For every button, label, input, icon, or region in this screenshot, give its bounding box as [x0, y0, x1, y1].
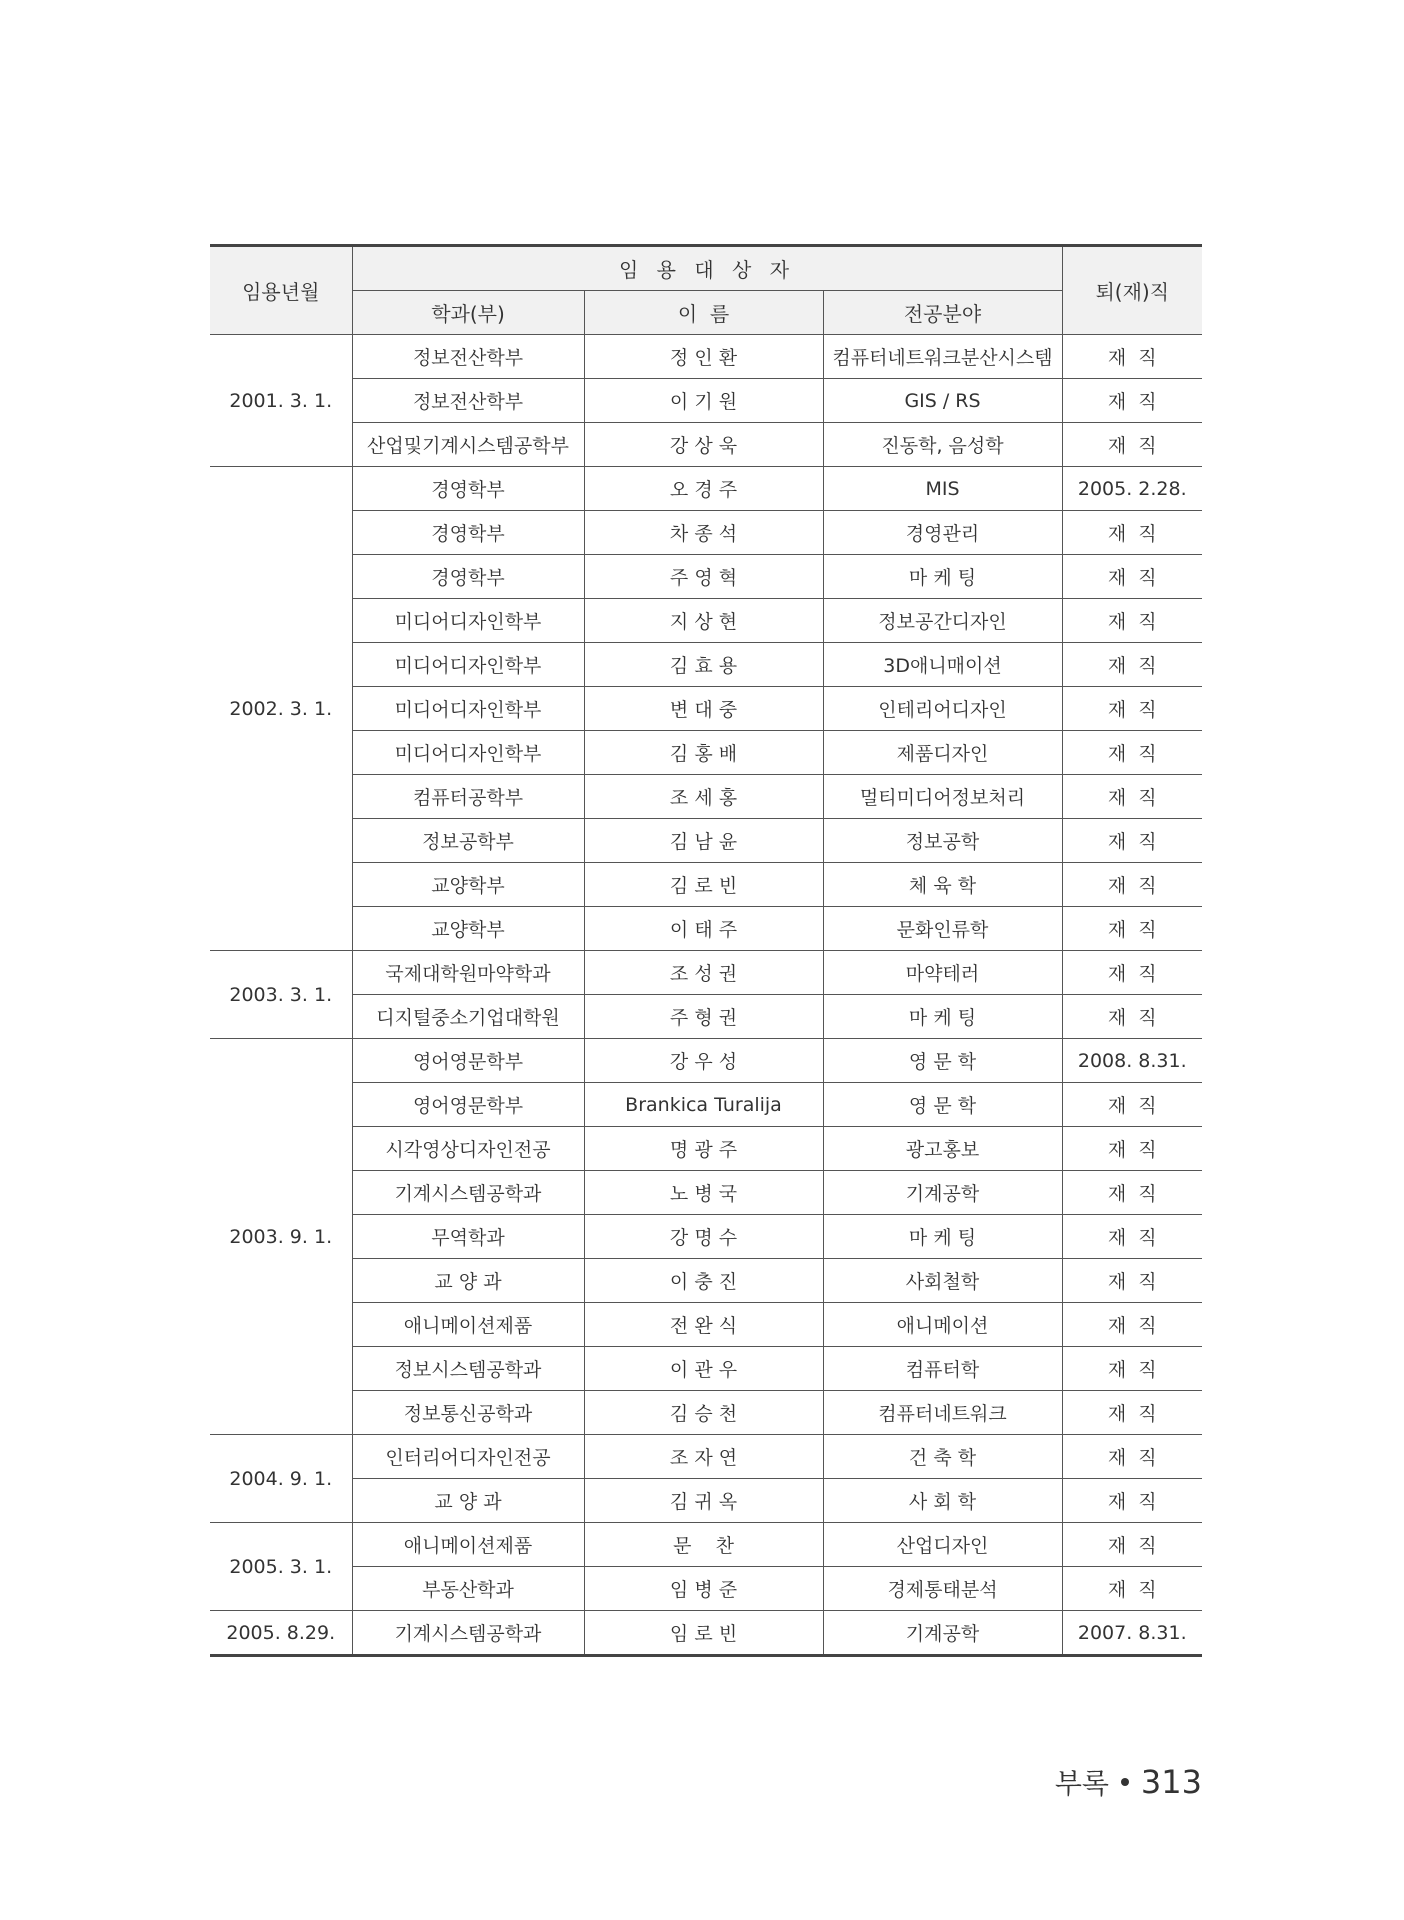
name-cell: 이 관 우 — [584, 1347, 823, 1391]
field-cell: 3D애니매이션 — [823, 643, 1062, 687]
name-cell: 임 병 준 — [584, 1567, 823, 1611]
name-cell: 김 남 윤 — [584, 819, 823, 863]
status-cell: 재 직 — [1062, 819, 1202, 863]
field-cell: 경영관리 — [823, 511, 1062, 555]
table-row — [210, 731, 1202, 775]
table-body — [210, 335, 1202, 1656]
status-cell: 재 직 — [1062, 335, 1202, 379]
status-cell: 재 직 — [1062, 731, 1202, 775]
dept-cell: 정보통신공학과 — [352, 1391, 584, 1435]
table-row — [210, 1479, 1202, 1523]
status-cell: 재 직 — [1062, 907, 1202, 951]
field-cell: 문화인류학 — [823, 907, 1062, 951]
field-cell: 컴퓨터네트워크 — [823, 1391, 1062, 1435]
status-cell: 재 직 — [1062, 643, 1202, 687]
name-cell: 노 병 국 — [584, 1171, 823, 1215]
table-row — [210, 1259, 1202, 1303]
field-cell: MIS — [823, 467, 1062, 511]
appointment-date-cell: 2003. 3. 1. — [210, 951, 352, 1039]
status-cell: 재 직 — [1062, 599, 1202, 643]
name-cell: 강 상 욱 — [584, 423, 823, 467]
name-cell: 김 홍 배 — [584, 731, 823, 775]
header-name: 이 름 — [584, 291, 823, 335]
field-cell: 진동학, 음성학 — [823, 423, 1062, 467]
dept-cell: 미디어디자인학부 — [352, 599, 584, 643]
dept-cell: 영어영문학부 — [352, 1083, 584, 1127]
table-row — [210, 1567, 1202, 1611]
field-cell: 기계공학 — [823, 1611, 1062, 1656]
status-cell: 재 직 — [1062, 775, 1202, 819]
field-cell: 산업디자인 — [823, 1523, 1062, 1567]
status-cell: 재 직 — [1062, 1127, 1202, 1171]
table-row — [210, 907, 1202, 951]
name-cell: 조 자 연 — [584, 1435, 823, 1479]
field-cell: 마약테러 — [823, 951, 1062, 995]
name-cell: 강 명 수 — [584, 1215, 823, 1259]
dept-cell: 교 양 과 — [352, 1259, 584, 1303]
field-cell: 애니메이션 — [823, 1303, 1062, 1347]
field-cell: 경제통태분석 — [823, 1567, 1062, 1611]
name-cell: 변 대 중 — [584, 687, 823, 731]
table-row — [210, 1083, 1202, 1127]
table-row — [210, 511, 1202, 555]
dept-cell: 인터리어디자인전공 — [352, 1435, 584, 1479]
field-cell: 영 문 학 — [823, 1083, 1062, 1127]
dept-cell: 애니메이션제품 — [352, 1303, 584, 1347]
dept-cell: 미디어디자인학부 — [352, 731, 584, 775]
name-cell: 김 효 용 — [584, 643, 823, 687]
status-cell: 2008. 8.31. — [1062, 1039, 1202, 1083]
footer-section-label: 부록 — [1054, 1767, 1109, 1800]
status-cell: 재 직 — [1062, 511, 1202, 555]
field-cell: 마 케 팅 — [823, 555, 1062, 599]
appointment-table — [210, 244, 1202, 1657]
dept-cell: 경영학부 — [352, 511, 584, 555]
dept-cell: 정보공학부 — [352, 819, 584, 863]
table-row — [210, 1611, 1202, 1656]
dept-cell: 시각영상디자인전공 — [352, 1127, 584, 1171]
status-cell: 재 직 — [1062, 555, 1202, 599]
header-status: 퇴(재)직 — [1062, 246, 1202, 335]
status-cell: 재 직 — [1062, 1303, 1202, 1347]
table-row — [210, 1039, 1202, 1083]
status-cell: 재 직 — [1062, 1567, 1202, 1611]
field-cell: 사 회 학 — [823, 1479, 1062, 1523]
header-field: 전공분야 — [823, 291, 1062, 335]
field-cell: 제품디자인 — [823, 731, 1062, 775]
field-cell: 정보공간디자인 — [823, 599, 1062, 643]
table-row — [210, 599, 1202, 643]
name-cell: 이 태 주 — [584, 907, 823, 951]
dept-cell: 정보시스템공학과 — [352, 1347, 584, 1391]
field-cell: 정보공학 — [823, 819, 1062, 863]
appointment-date-cell: 2005. 3. 1. — [210, 1523, 352, 1611]
appointment-date-cell: 2003. 9. 1. — [210, 1039, 352, 1435]
status-cell: 2005. 2.28. — [1062, 467, 1202, 511]
status-cell: 재 직 — [1062, 1259, 1202, 1303]
name-cell: Brankica Turalija — [584, 1083, 823, 1127]
status-cell: 재 직 — [1062, 951, 1202, 995]
status-cell: 재 직 — [1062, 995, 1202, 1039]
dept-cell: 컴퓨터공학부 — [352, 775, 584, 819]
dept-cell: 미디어디자인학부 — [352, 643, 584, 687]
table-row — [210, 775, 1202, 819]
name-cell: 이 충 진 — [584, 1259, 823, 1303]
dept-cell: 무역학과 — [352, 1215, 584, 1259]
table-row — [210, 819, 1202, 863]
table-row — [210, 1523, 1202, 1567]
status-cell: 재 직 — [1062, 1523, 1202, 1567]
field-cell: 컴퓨터학 — [823, 1347, 1062, 1391]
appointment-date-cell: 2005. 8.29. — [210, 1611, 352, 1656]
table-row — [210, 1391, 1202, 1435]
page-footer — [1055, 1762, 1202, 1802]
dept-cell: 부동산학과 — [352, 1567, 584, 1611]
status-cell: 재 직 — [1062, 863, 1202, 907]
dept-cell: 디지털중소기업대학원 — [352, 995, 584, 1039]
field-cell: 영 문 학 — [823, 1039, 1062, 1083]
appointment-date-cell: 2001. 3. 1. — [210, 335, 352, 467]
dept-cell: 애니메이션제품 — [352, 1523, 584, 1567]
appointment-date-cell: 2004. 9. 1. — [210, 1435, 352, 1523]
table-row — [210, 1215, 1202, 1259]
table-row — [210, 379, 1202, 423]
dept-cell: 미디어디자인학부 — [352, 687, 584, 731]
status-cell: 2007. 8.31. — [1062, 1611, 1202, 1656]
status-cell: 재 직 — [1062, 1347, 1202, 1391]
name-cell: 이 기 원 — [584, 379, 823, 423]
table-row — [210, 1171, 1202, 1215]
table-row — [210, 643, 1202, 687]
appointment-date-cell: 2002. 3. 1. — [210, 467, 352, 951]
dept-cell: 국제대학원마약학과 — [352, 951, 584, 995]
dept-cell: 기계시스템공학과 — [352, 1171, 584, 1215]
dept-cell: 정보전산학부 — [352, 335, 584, 379]
dept-cell: 정보전산학부 — [352, 379, 584, 423]
table-row — [210, 863, 1202, 907]
status-cell: 재 직 — [1062, 1435, 1202, 1479]
status-cell: 재 직 — [1062, 687, 1202, 731]
table-header — [210, 246, 1202, 335]
header-date: 임용년월 — [210, 246, 352, 335]
field-cell: 광고홍보 — [823, 1127, 1062, 1171]
name-cell: 조 성 권 — [584, 951, 823, 995]
table-row — [210, 423, 1202, 467]
status-cell: 재 직 — [1062, 1171, 1202, 1215]
table-row — [210, 467, 1202, 511]
name-cell: 김 귀 옥 — [584, 1479, 823, 1523]
page-number: 313 — [1140, 1763, 1202, 1801]
header-appointees: 임 용 대 상 자 — [352, 246, 1062, 291]
name-cell: 오 경 주 — [584, 467, 823, 511]
table-row — [210, 1435, 1202, 1479]
field-cell: 마 케 팅 — [823, 995, 1062, 1039]
status-cell: 재 직 — [1062, 1391, 1202, 1435]
table-row — [210, 1347, 1202, 1391]
name-cell: 주 영 혁 — [584, 555, 823, 599]
dept-cell: 기계시스템공학과 — [352, 1611, 584, 1656]
name-cell: 전 완 식 — [584, 1303, 823, 1347]
field-cell: 마 케 팅 — [823, 1215, 1062, 1259]
bullet-icon — [1121, 1778, 1129, 1786]
name-cell: 문 찬 — [584, 1523, 823, 1567]
table-row — [210, 335, 1202, 379]
table-row — [210, 995, 1202, 1039]
status-cell: 재 직 — [1062, 1479, 1202, 1523]
table-row — [210, 687, 1202, 731]
dept-cell: 경영학부 — [352, 467, 584, 511]
dept-cell: 교양학부 — [352, 863, 584, 907]
table-row — [210, 951, 1202, 995]
name-cell: 차 종 석 — [584, 511, 823, 555]
table-row — [210, 1303, 1202, 1347]
name-cell: 김 로 빈 — [584, 863, 823, 907]
dept-cell: 경영학부 — [352, 555, 584, 599]
appointment-table-container — [210, 244, 1202, 1657]
field-cell: 멀티미디어정보처리 — [823, 775, 1062, 819]
field-cell: 기계공학 — [823, 1171, 1062, 1215]
status-cell: 재 직 — [1062, 379, 1202, 423]
field-cell: GIS / RS — [823, 379, 1062, 423]
dept-cell: 교양학부 — [352, 907, 584, 951]
table-row — [210, 555, 1202, 599]
dept-cell: 교 양 과 — [352, 1479, 584, 1523]
name-cell: 강 우 성 — [584, 1039, 823, 1083]
name-cell: 조 세 홍 — [584, 775, 823, 819]
status-cell: 재 직 — [1062, 423, 1202, 467]
name-cell: 김 승 천 — [584, 1391, 823, 1435]
field-cell: 건 축 학 — [823, 1435, 1062, 1479]
dept-cell: 산업및기계시스템공학부 — [352, 423, 584, 467]
name-cell: 정 인 환 — [584, 335, 823, 379]
status-cell: 재 직 — [1062, 1215, 1202, 1259]
status-cell: 재 직 — [1062, 1083, 1202, 1127]
header-dept: 학과(부) — [352, 291, 584, 335]
dept-cell: 영어영문학부 — [352, 1039, 584, 1083]
field-cell: 인테리어디자인 — [823, 687, 1062, 731]
table-row — [210, 1127, 1202, 1171]
name-cell: 명 광 주 — [584, 1127, 823, 1171]
field-cell: 사회철학 — [823, 1259, 1062, 1303]
field-cell: 컴퓨터네트워크분산시스템 — [823, 335, 1062, 379]
name-cell: 주 형 권 — [584, 995, 823, 1039]
name-cell: 지 상 현 — [584, 599, 823, 643]
field-cell: 체 육 학 — [823, 863, 1062, 907]
name-cell: 임 로 빈 — [584, 1611, 823, 1656]
